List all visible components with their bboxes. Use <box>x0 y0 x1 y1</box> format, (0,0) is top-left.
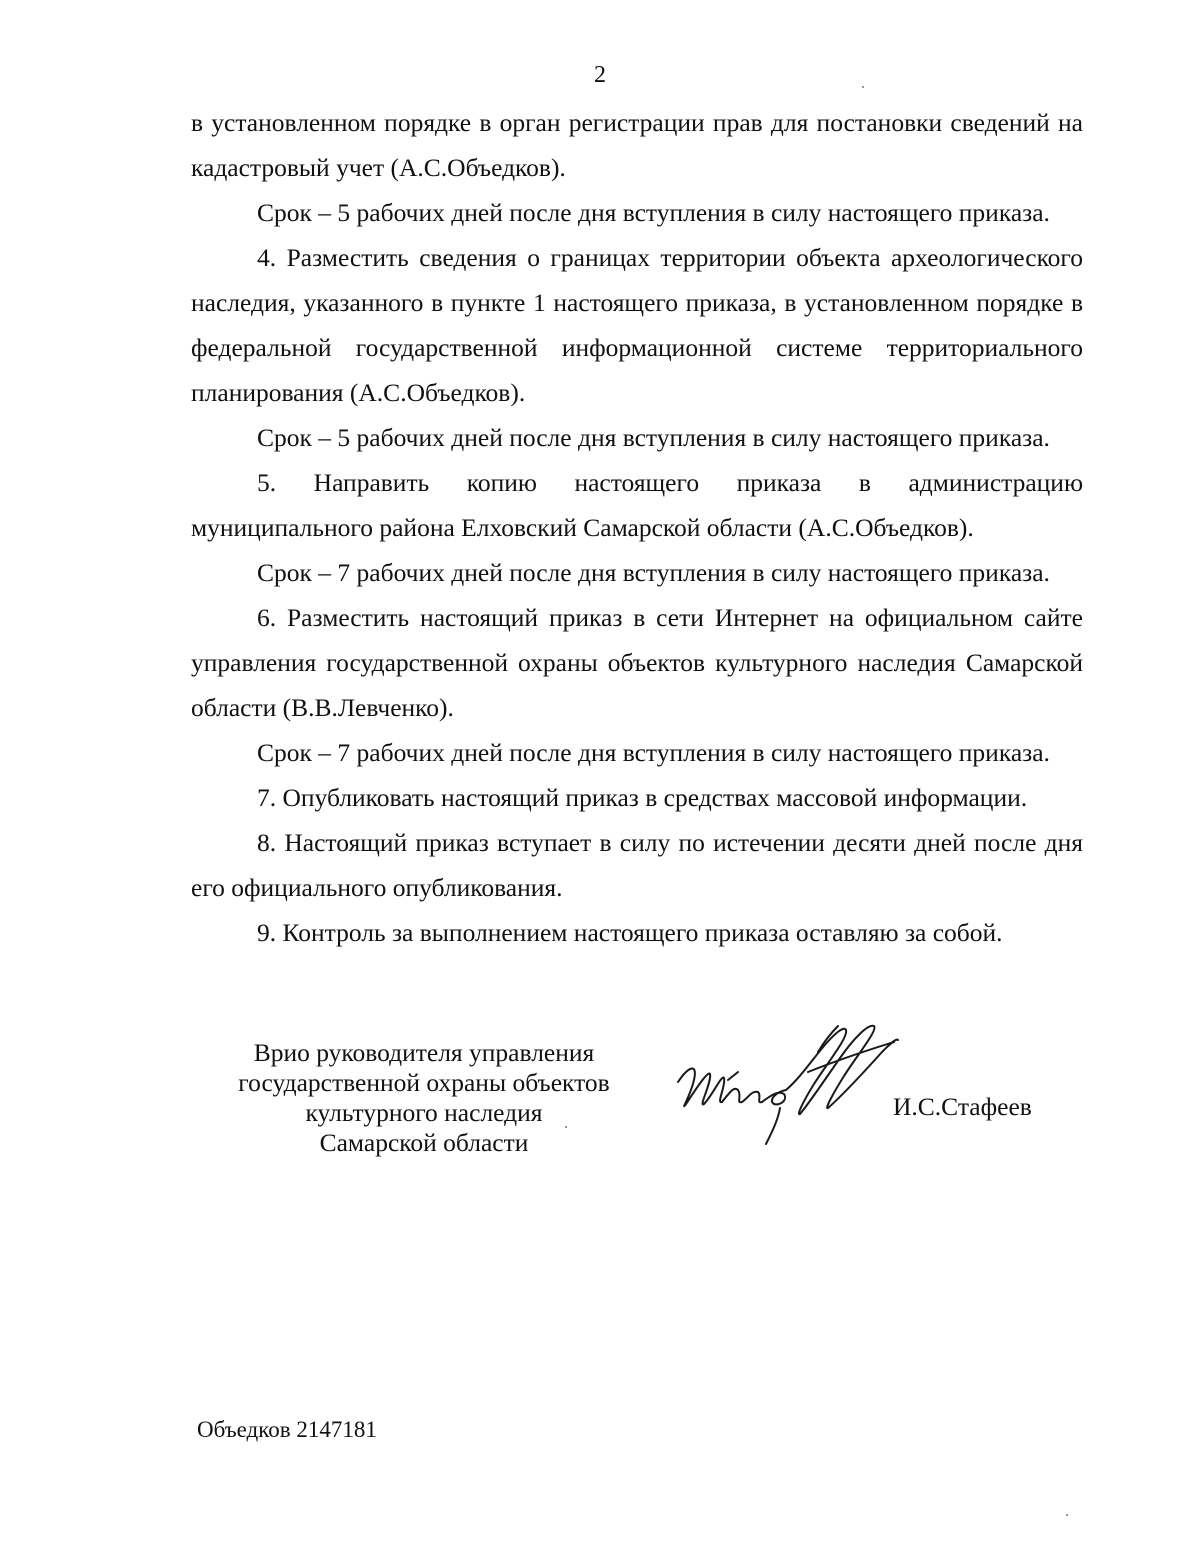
order-body <box>191 100 1083 955</box>
paragraph-deadline-6: Срок – 7 рабочих дней после дня вступления в силу настоящего приказа. <box>257 738 1050 767</box>
signatory-position-line: Врио руководителя управления <box>253 1038 595 1067</box>
scan-speck <box>1066 1514 1068 1516</box>
executor-note: Объедков 2147181 <box>197 1417 377 1442</box>
paragraph-item-8: 8. Настоящий приказ вступает в силу по истечении десяти дней после дня его официального опубликования. <box>191 828 1083 902</box>
paragraph-item-9: 9. Контроль за выполнением настоящего приказа оставляю за собой. <box>257 918 1003 947</box>
signatory-position-line: государственной охраны объектов <box>238 1068 610 1097</box>
page-number: 2 <box>594 62 606 88</box>
scan-speck <box>862 86 864 88</box>
handwritten-signature <box>668 1012 908 1162</box>
scan-speck <box>565 1126 567 1128</box>
signatory-position-line: культурного наследия <box>305 1098 543 1127</box>
paragraph-item-4: 4. Разместить сведения о границах территории объекта археологического наследия, указанного в пункте 1 настоящего приказа, в установленном порядке в федеральной государственной информационной системе территориального планирования (А.С.Объедков). <box>191 243 1083 407</box>
signatory-position <box>214 1038 634 1158</box>
paragraph-deadline-3: Срок – 5 рабочих дней после дня вступления в силу настоящего приказа. <box>257 198 1050 227</box>
paragraph-registration-continued: в установленном порядке в орган регистрации прав для постановки сведений на кадастровый учет (А.С.Объедков). <box>191 108 1083 182</box>
paragraph-item-7: 7. Опубликовать настоящий приказ в средствах массовой информации. <box>257 783 1028 812</box>
signatory-name: И.С.Стафеев <box>893 1092 1032 1121</box>
paragraph-item-5: 5. Направить копию настоящего приказа в администрацию муниципального района Елховский Самарской области (А.С.Объедков). <box>191 468 1083 542</box>
paragraph-deadline-5: Срок – 7 рабочих дней после дня вступления в силу настоящего приказа. <box>257 558 1050 587</box>
paragraph-item-6: 6. Разместить настоящий приказ в сети Интернет на официальном сайте управления государственной охраны объектов культурного наследия Самарской области (В.В.Левченко). <box>191 603 1083 722</box>
paragraph-deadline-4: Срок – 5 рабочих дней после дня вступления в силу настоящего приказа. <box>257 423 1050 452</box>
signatory-position-line: Самарской области <box>319 1128 529 1157</box>
